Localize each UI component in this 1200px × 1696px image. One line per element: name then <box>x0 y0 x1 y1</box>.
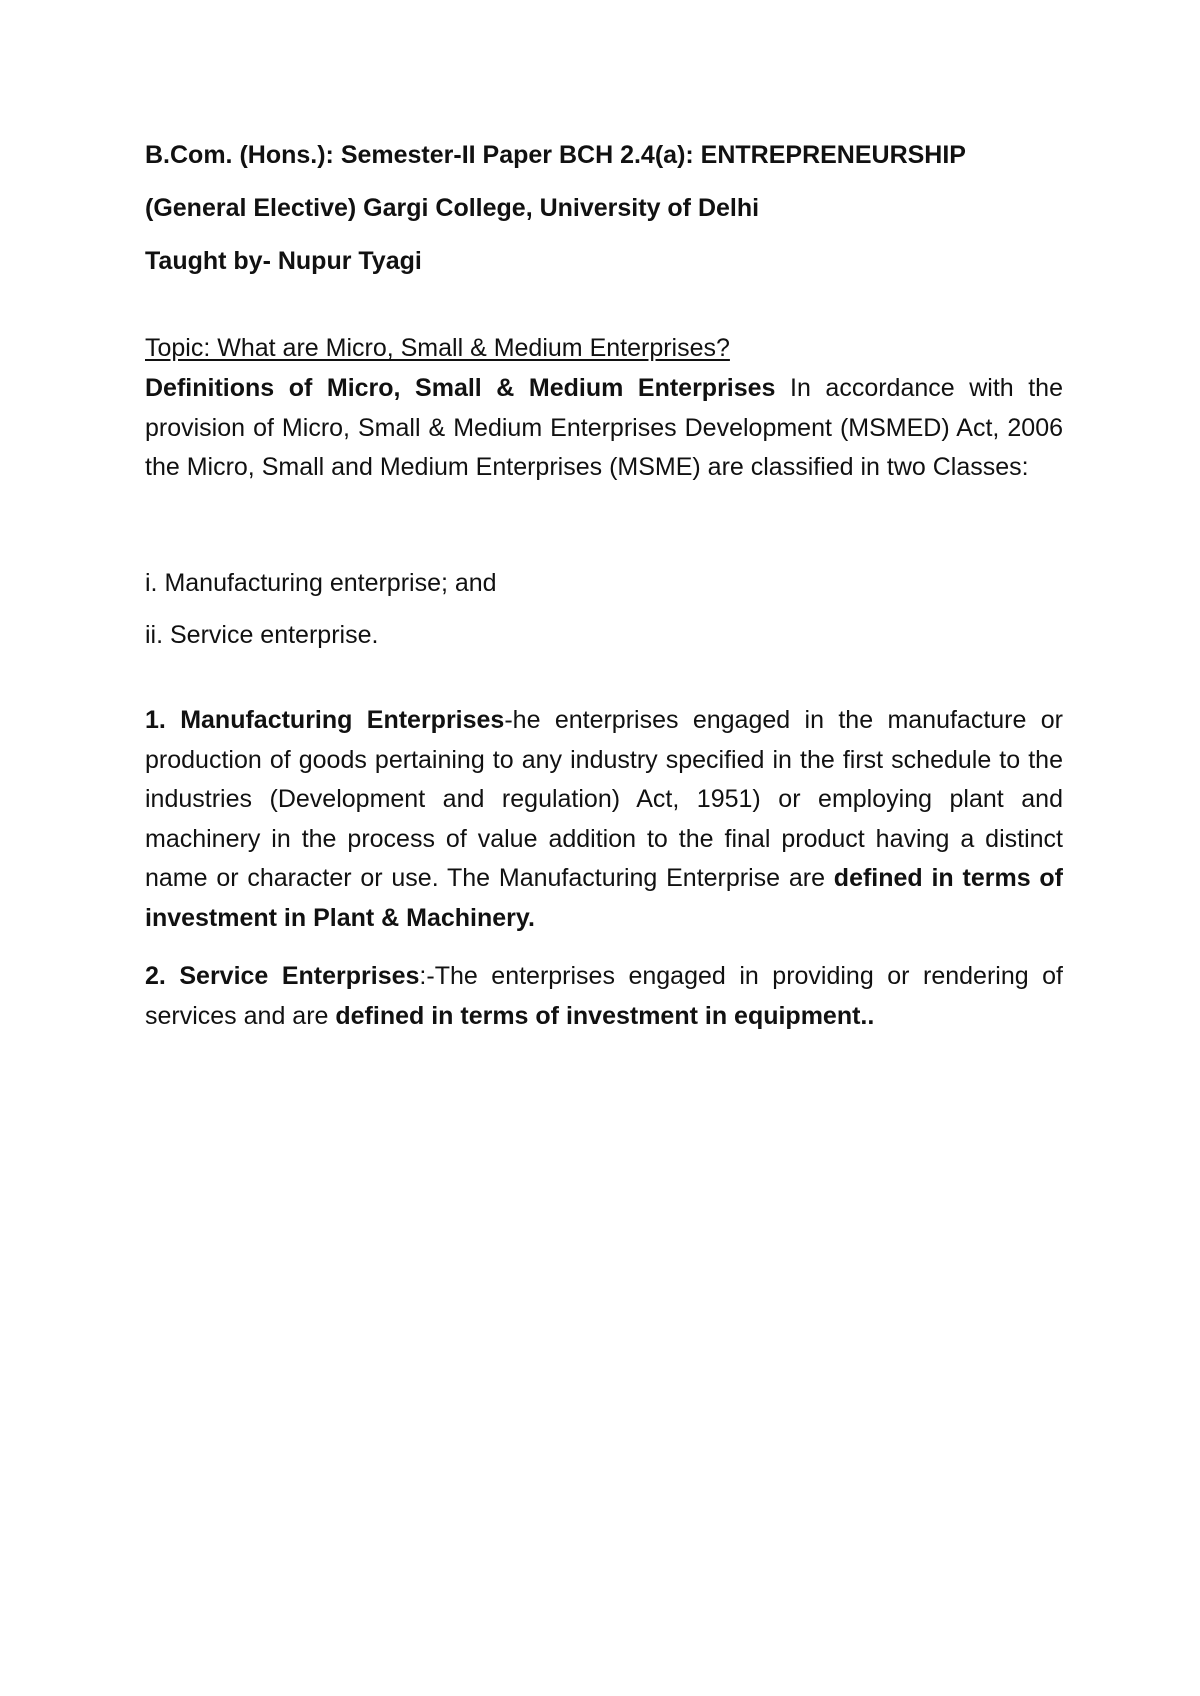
class-item-manufacturing: i. Manufacturing enterprise; and <box>145 569 497 597</box>
manufacturing-emphasis: defined in terms of investment in Plant & Machinery. <box>145 864 1063 932</box>
college-line: (General Elective) Gargi College, University of Delhi <box>145 194 760 222</box>
service-paragraph <box>145 957 1063 1036</box>
manufacturing-body: -he enterprises engaged in the manufacture or production of goods pertaining to any industry specified in the first schedule to the industries (Development and regulation) Act, 1951) or employing plant and machinery in the process of value addition to the final product having a distinct name or character or use. The Manufacturing Enterprise are <box>145 706 1063 892</box>
definitions-paragraph <box>145 369 1063 488</box>
manufacturing-paragraph <box>145 701 1063 938</box>
class-item-service: ii. Service enterprise. <box>145 621 379 649</box>
topic-title: Topic: What are Micro, Small & Medium Enterprises? <box>145 334 730 362</box>
taught-by-line: Taught by- Nupur Tyagi <box>145 247 422 275</box>
service-heading: Service Enterprises <box>179 962 420 990</box>
course-title: B.Com. (Hons.): Semester-II Paper BCH 2.4(a): ENTREPRENEURSHIP <box>145 141 966 169</box>
manufacturing-heading: Manufacturing Enterprises <box>180 706 505 734</box>
service-number: 2. <box>145 962 180 990</box>
service-emphasis: defined in terms of investment in equipment.. <box>335 1001 875 1030</box>
manufacturing-number: 1. <box>145 706 181 734</box>
definitions-body: In accordance with the provision of Micro, Small & Medium Enterprises Development (MSMED) Act, 2006 the Micro, Small and Medium Enterprises (MSME) are classified in two Classes: <box>145 374 1063 481</box>
service-body: :-The enterprises engaged in providing or rendering of services and are <box>145 962 1063 1030</box>
definitions-heading: Definitions of Micro, Small & Medium Enterprises <box>145 374 776 402</box>
